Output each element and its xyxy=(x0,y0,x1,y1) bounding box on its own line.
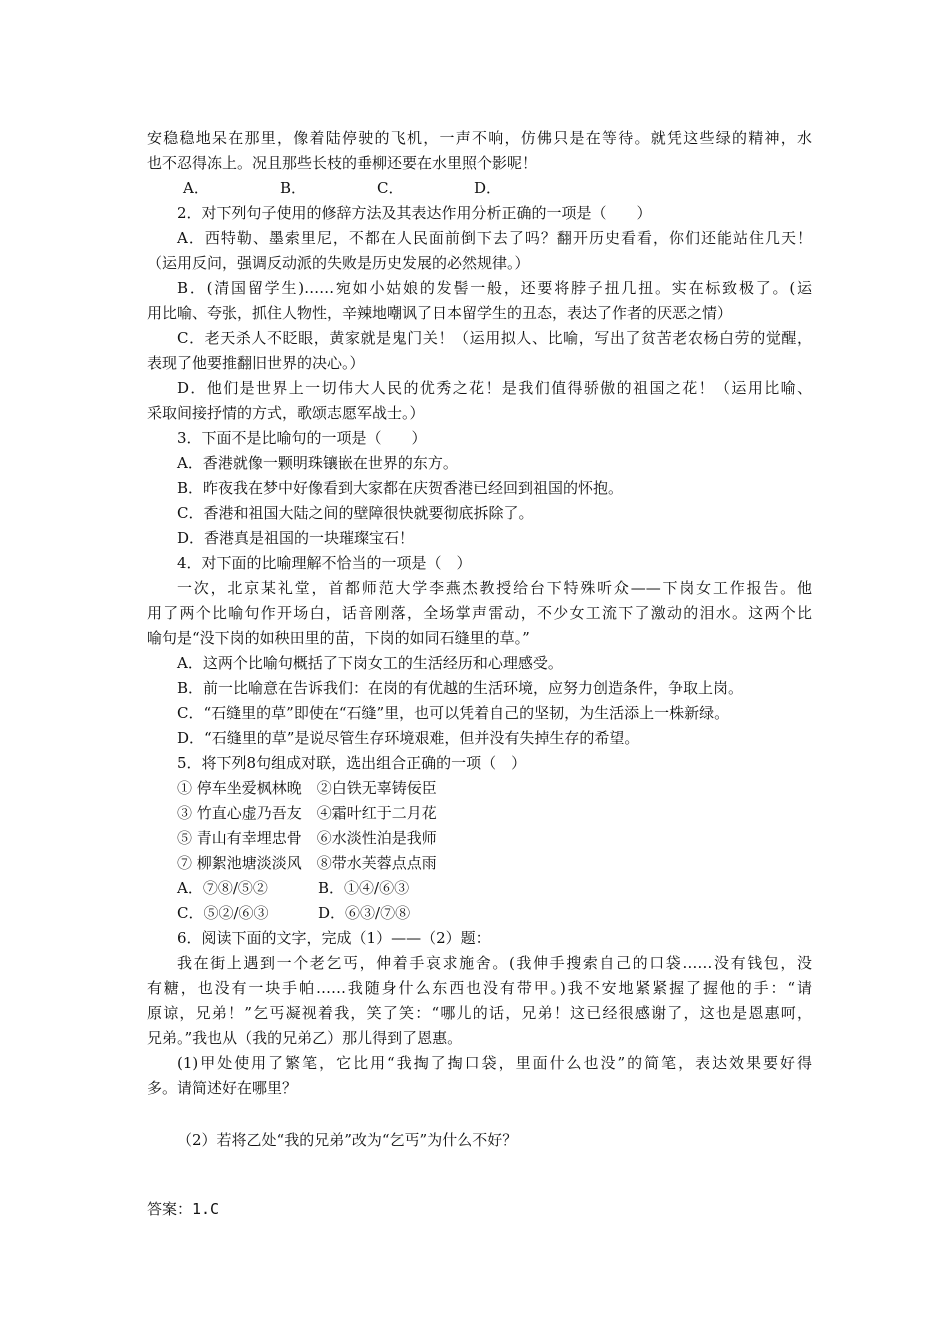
q6-passage-line: 兄弟。”我也从（我的兄弟乙）那儿得到了恩惠。 xyxy=(147,1029,463,1047)
q5-option-d: D．⑥③/⑦⑧ xyxy=(318,904,411,922)
q6-passage-line: 有糖，也没有一块手帕……我随身什么东西也没有带甲。)我不安地紧紧握了握他的手：“请 xyxy=(147,979,812,997)
question-2: 2．对下列句子使用的修辞方法及其表达作用分析正确的一项是（ ） xyxy=(177,204,652,222)
q2-option-b: B．(清国留学生)……宛如小姑娘的发髻一般，还要将脖子扭几扭。实在标致极了。(运 xyxy=(177,279,812,297)
q6-subquestion-1-cont: 多。请简述好在哪里？ xyxy=(147,1079,298,1097)
q1-option-b: B． xyxy=(280,179,307,197)
q4-passage-line: 用了两个比喻句作开场白，话音刚落，全场掌声雷动，不少女工流下了激动的泪水。这两个比 xyxy=(147,604,812,622)
answer-line: 答案：1.C xyxy=(147,1200,220,1218)
q5-option-b: B．①④/⑥③ xyxy=(318,879,410,897)
q2-option-d: D．他们是世界上一切伟大人民的优秀之花！是我们值得骄傲的祖国之花！（运用比喻、 xyxy=(177,379,812,397)
q6-subquestion-1: (1)甲处使用了繁笔，它比用“我掏了掏口袋，里面什么也没”的简笔，表达效果要好得 xyxy=(177,1054,812,1072)
q3-option-d: D．香港真是祖国的一块璀璨宝石！ xyxy=(177,529,415,547)
q6-subquestion-2: （2）若将乙处“我的兄弟”改为“乞丐”为什么不好？ xyxy=(177,1131,518,1149)
q2-option-c-note: 表现了他要推翻旧世界的决心。） xyxy=(147,354,365,372)
q5-couplet-line: ③ 竹直心虚乃吾友 ④霜叶红于二月花 xyxy=(177,804,437,822)
q5-options-row xyxy=(177,878,812,898)
question-5: 5．将下列8句组成对联，选出组合正确的一项（ ） xyxy=(177,754,527,772)
q4-option-c: C．“石缝里的草”即使在“石缝”里，也可以凭着自己的坚韧，为生活添上一株新绿。 xyxy=(177,704,730,722)
q1-option-c: C． xyxy=(377,179,404,197)
passage-line: 安稳稳地呆在那里，像着陆停驶的飞机，一声不响，仿佛只是在等待。就凭这些绿的精神，水 xyxy=(147,129,812,147)
q5-couplet-line: ① 停车坐爱枫林晚 ②白铁无辜铸佞臣 xyxy=(177,779,437,797)
q5-options-row xyxy=(177,903,812,923)
q5-couplet-line: ⑤ 青山有幸埋忠骨 ⑥水淡性泊是我师 xyxy=(177,829,437,847)
q4-passage-line: 一次，北京某礼堂，首都师范大学李燕杰教授给台下特殊听众——下岗女工作报告。他 xyxy=(177,579,812,597)
question-3: 3．下面不是比喻句的一项是（ ） xyxy=(177,429,427,447)
q6-passage-line: 原谅，兄弟！”乞丐凝视着我，笑了笑：“哪儿的话，兄弟！这已经很感谢了，这也是恩惠呵， xyxy=(147,1004,812,1022)
q2-option-a-note: （运用反问，强调反动派的失败是历史发展的必然规律。） xyxy=(147,254,530,272)
q4-passage-line: 喻句是“没下岗的如秧田里的苗，下岗的如同石缝里的草。” xyxy=(147,629,530,647)
q3-option-a: A．香港就像一颗明珠镶嵌在世界的东方。 xyxy=(177,454,458,472)
q3-option-b: B．昨夜我在梦中好像看到大家都在庆贺香港已经回到祖国的怀抱。 xyxy=(177,479,624,497)
q1-option-d: D． xyxy=(474,179,502,197)
passage-line: 也不忍得冻上。况且那些长枝的垂柳还要在水里照个影呢！ xyxy=(147,154,538,172)
q3-option-c: C．香港和祖国大陆之间的壁障很快就要彻底拆除了。 xyxy=(177,504,534,522)
q1-options xyxy=(183,178,848,198)
q2-option-a: A．西特勒、墨索里尼，不都在人民面前倒下去了吗？翻开历史看看，你们还能站住几天！ xyxy=(177,229,812,247)
q5-option-a: A．⑦⑧/⑤② xyxy=(177,879,268,897)
q4-option-d: D．“石缝里的草”是说尽管生存环境艰难，但并没有失掉生存的希望。 xyxy=(177,729,640,747)
q6-passage-line: 我在街上遇到一个老乞丐，伸着手哀求施舍。(我伸手搜索自己的口袋……没有钱包，没 xyxy=(177,954,812,972)
q5-couplet-line: ⑦ 柳絮池塘淡淡风 ⑧带水芙蓉点点雨 xyxy=(177,854,437,872)
q2-option-c: C．老天杀人不眨眼，黄家就是鬼门关！（运用拟人、比喻，写出了贫苦老农杨白劳的觉醒， xyxy=(177,329,812,347)
q4-option-b: B．前一比喻意在告诉我们：在岗的有优越的生活环境，应努力创造条件，争取上岗。 xyxy=(177,679,744,697)
q5-option-c: C．⑤②/⑥③ xyxy=(177,904,269,922)
q2-option-d-note: 采取间接抒情的方式，歌颂志愿军战士。） xyxy=(147,404,425,422)
question-6: 6．阅读下面的文字，完成（1）——（2）题： xyxy=(177,929,491,947)
q2-option-b-note: 用比喻、夸张，抓住人物性，辛辣地嘲讽了日本留学生的丑态，表达了作者的厌恶之情） xyxy=(147,304,733,322)
q4-option-a: A．这两个比喻句概括了下岗女工的生活经历和心理感受。 xyxy=(177,654,563,672)
question-4: 4．对下面的比喻理解不恰当的一项是（ ） xyxy=(177,554,472,572)
q1-option-a: A． xyxy=(183,179,209,197)
